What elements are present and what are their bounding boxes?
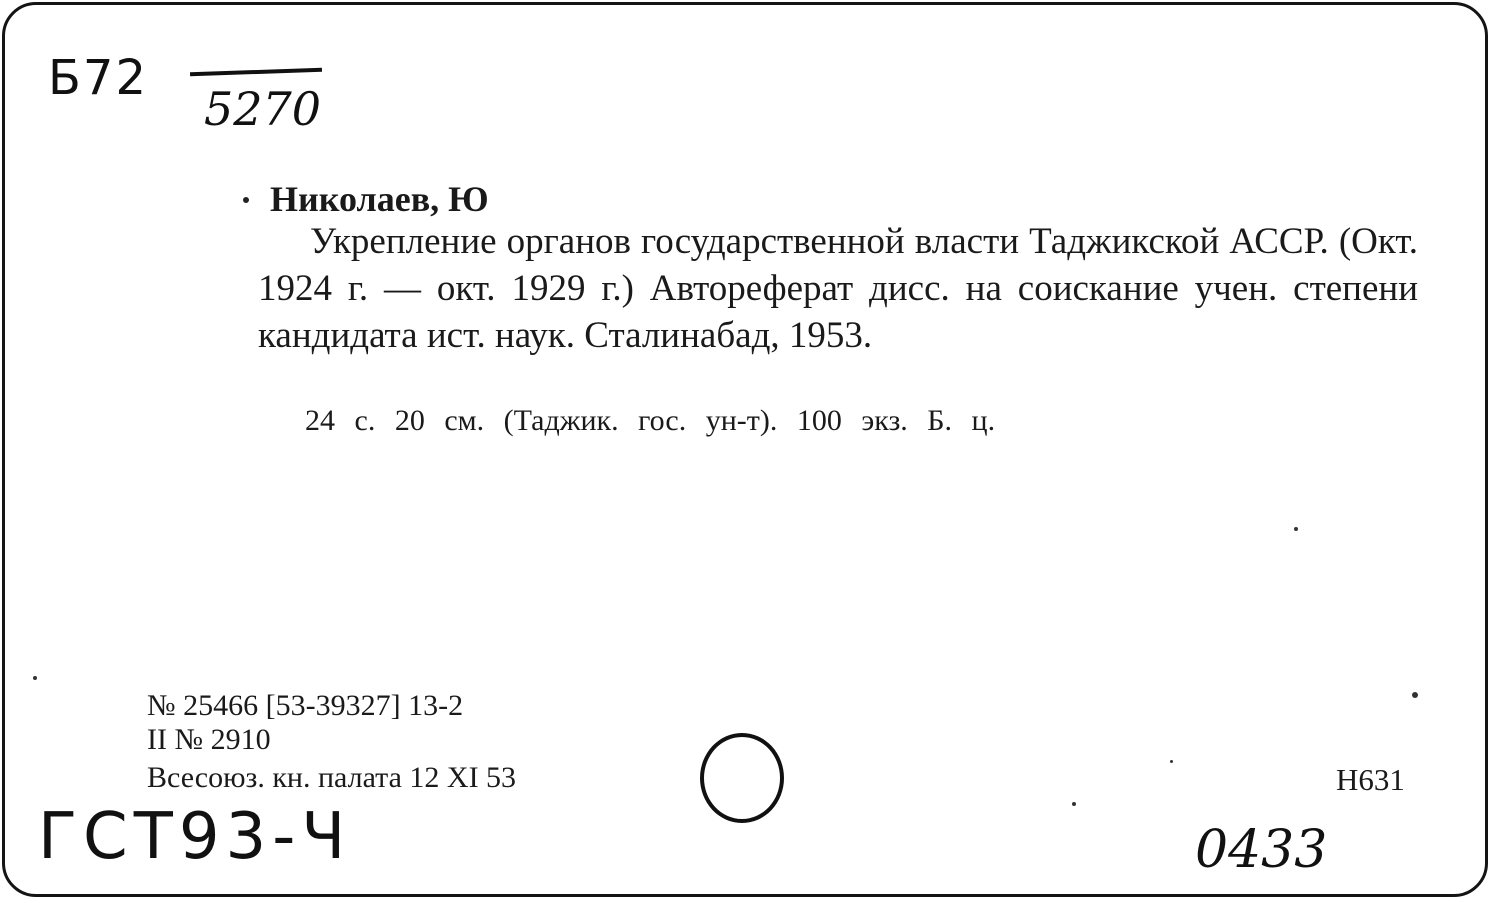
scan-speck (33, 676, 37, 680)
imprint-line-3: Всесоюз. кн. палата 12 XI 53 (147, 761, 517, 794)
entry-collation: 24 с. 20 см. (Таджик. гос. ун-т). 100 экз. Б. ц. (305, 404, 996, 437)
fraction-bar (190, 68, 322, 77)
imprint-line-1: № 25466 [53-39327] 13-2 (147, 689, 464, 722)
shelfmark-number-text: 5270 (204, 82, 322, 136)
scan-speck (1170, 760, 1173, 763)
shelfmark-number (190, 60, 322, 144)
scan-speck (1412, 692, 1418, 698)
handwritten-inventory: ГСТ93-Ч (38, 800, 352, 874)
circle-mark (700, 733, 784, 823)
entry-author: Николаев, Ю (270, 179, 489, 219)
shelfmark-code: Б72 (48, 50, 149, 106)
scan-speck (1294, 527, 1298, 531)
entry-title-text: Укрепление органов государственной власти Таджикской АССР. (Окт. 1924 г. — окт. 1929 г.) Автореферат дисс. на соискание учен. степени кандидата ист. наук. Сталинабад, 1953. (258, 221, 1418, 356)
bullet-dot (243, 197, 249, 203)
card-code: Н631 (1336, 762, 1405, 797)
scan-speck (1072, 802, 1076, 806)
imprint-line-2: II № 2910 (147, 723, 271, 756)
handwritten-number: 0433 (1195, 820, 1328, 880)
